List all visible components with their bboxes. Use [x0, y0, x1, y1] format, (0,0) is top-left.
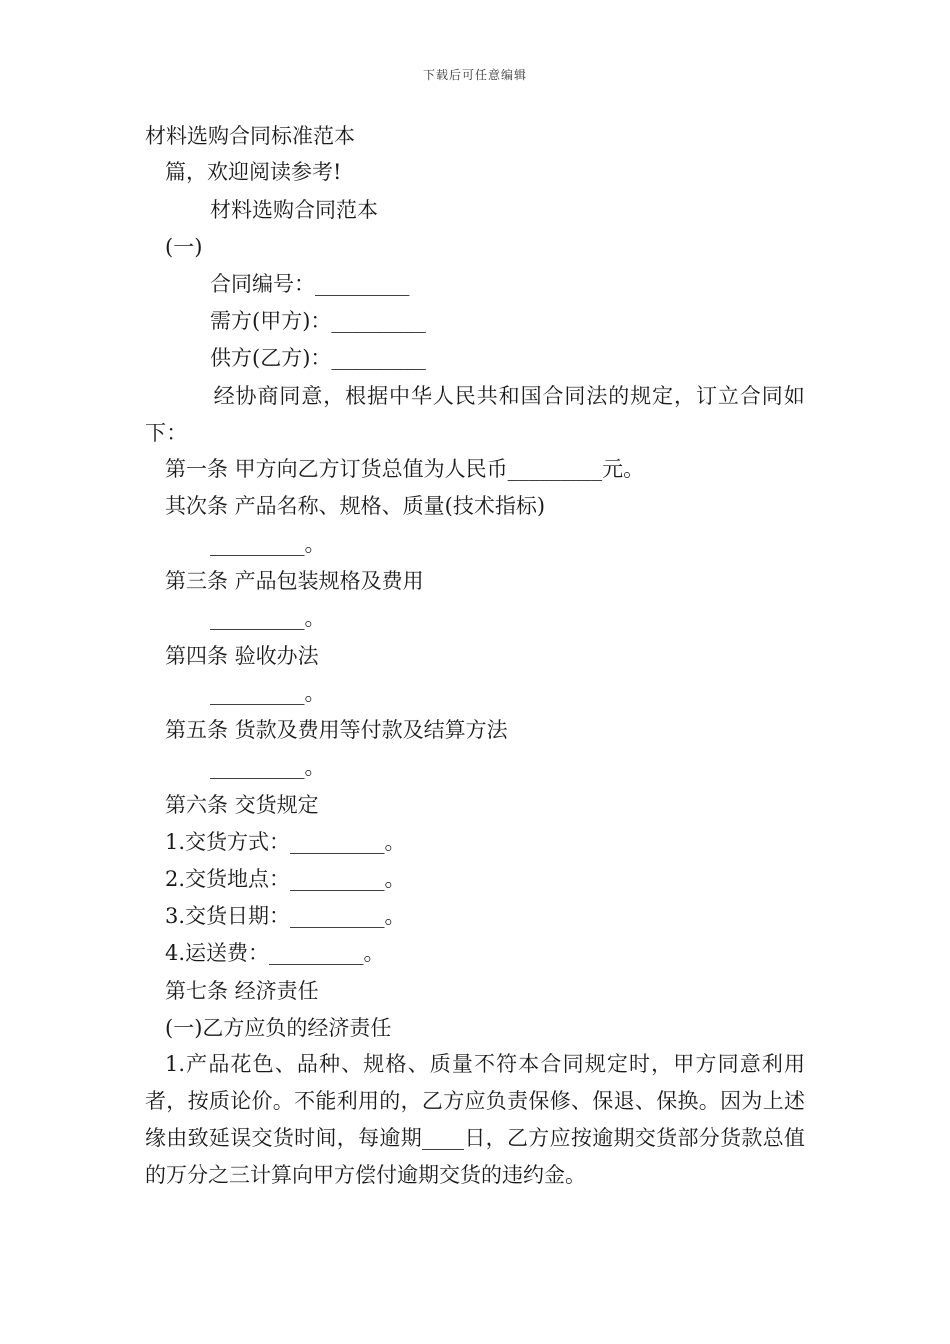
- article-5-blank: _________。: [210, 755, 326, 779]
- preamble-paragraph: [145, 378, 805, 452]
- article-7: 第七条 经济责任: [165, 979, 319, 1003]
- buyer-field: 需方(甲方)：_________: [210, 309, 426, 333]
- intro-text: 篇，欢迎阅读参考!: [165, 160, 342, 184]
- article-7-item-1: [145, 1046, 805, 1194]
- delivery-method: 1.交货方式：_________。: [165, 830, 406, 854]
- article-2-blank: _________。: [210, 532, 326, 556]
- contract-subtitle: 材料选购合同范本: [210, 198, 378, 222]
- part-label: (一): [165, 235, 203, 259]
- article-5: 第五条 货款及费用等付款及结算方法: [165, 718, 508, 742]
- preamble-text: 经协商同意，根据中华人民共和国合同法的规定，订立合同如下：: [145, 384, 805, 445]
- header-note: 下载后可任意编辑: [422, 68, 527, 82]
- article-2: 其次条 产品名称、规格、质量(技术指标): [165, 494, 546, 518]
- article-4-blank: _________。: [210, 681, 326, 705]
- delivery-date: 3.交货日期：_________。: [165, 904, 406, 928]
- freight: 4.运送费：_________。: [165, 941, 385, 965]
- article-3-blank: _________。: [210, 606, 326, 630]
- contract-number-field: 合同编号：_________: [210, 272, 410, 296]
- delivery-place: 2.交货地点：_________。: [165, 867, 406, 891]
- article-7-subsection: (一)乙方应负的经济责任: [165, 1016, 392, 1040]
- article-6: 第六条 交货规定: [165, 793, 319, 817]
- supplier-field: 供方(乙方)：_________: [210, 346, 426, 370]
- article-3: 第三条 产品包装规格及费用: [165, 569, 424, 593]
- article-1: 第一条 甲方向乙方订货总值为人民币_________元。: [165, 457, 645, 481]
- article-7-item-1-text: 1.产品花色、品种、规格、质量不符本合同规定时，甲方同意利用者，按质论价。不能利用的，乙方应负责保修、保退、保换。因为上述缘由致延误交货时间，每逾期____日，乙方应按逾期交货部分货款总值的万分之三计算向甲方偿付逾期交货的违约金。: [145, 1052, 805, 1187]
- document-title: 材料选购合同标准范本: [145, 124, 355, 148]
- article-4: 第四条 验收办法: [165, 644, 319, 668]
